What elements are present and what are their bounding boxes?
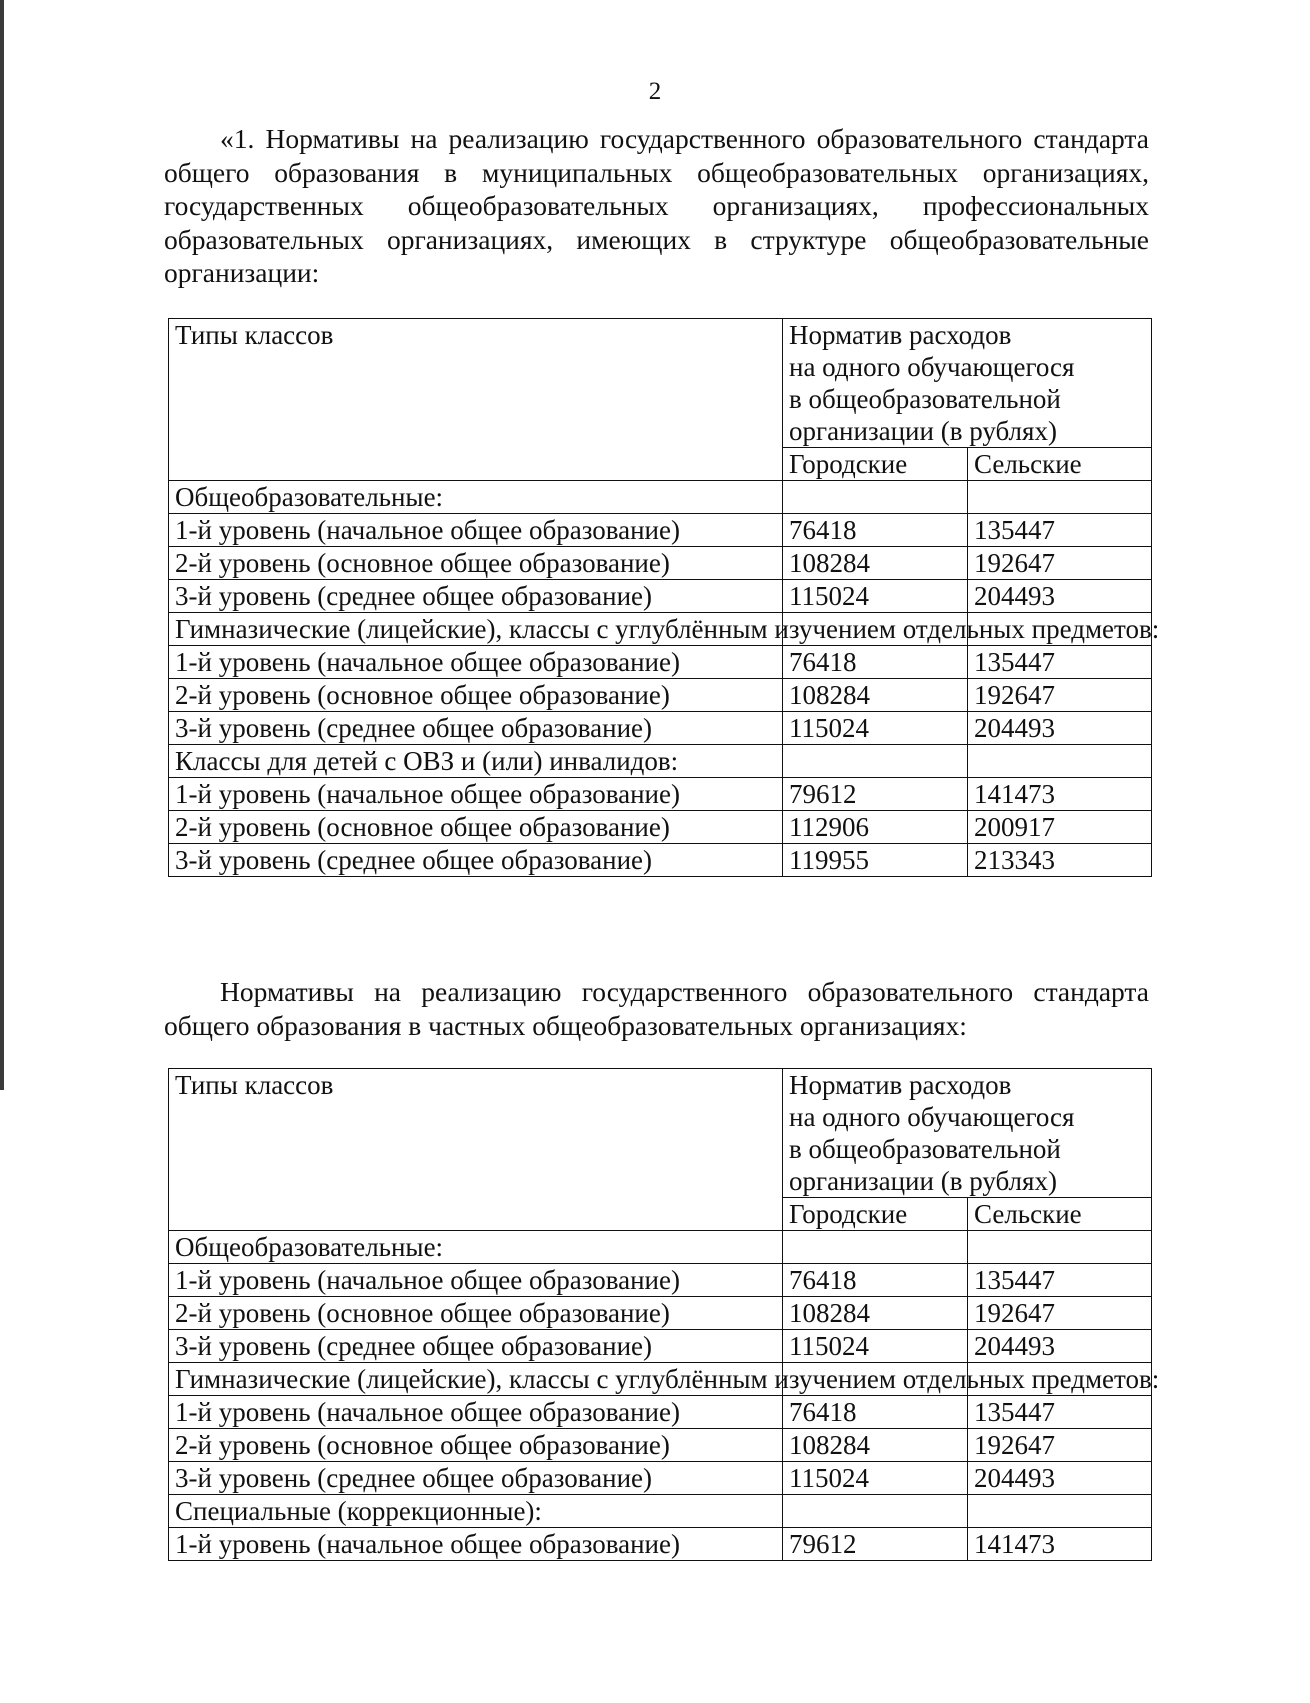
row-rural-value: 204493 xyxy=(968,1462,1152,1495)
row-city-value: 108284 xyxy=(783,1429,968,1462)
row-city-value: 108284 xyxy=(783,679,968,712)
table-row xyxy=(169,1396,1152,1429)
row-rural-value: 141473 xyxy=(968,1528,1152,1561)
header-norm-line: на одного обучающегося xyxy=(789,1102,1075,1132)
table-row xyxy=(169,646,1152,679)
header-norm-line: в общеобразовательной xyxy=(789,1134,1061,1164)
row-rural-value: 135447 xyxy=(968,646,1152,679)
row-city-value: 115024 xyxy=(783,580,968,613)
table-row xyxy=(169,811,1152,844)
row-label: 3-й уровень (среднее общее образование) xyxy=(169,1330,783,1363)
row-city-value: 112906 xyxy=(783,811,968,844)
header-norm-line: организации (в рублях) xyxy=(789,1166,1057,1196)
row-rural-value: 192647 xyxy=(968,547,1152,580)
row-label: 2-й уровень (основное общее образование) xyxy=(169,547,783,580)
table-row xyxy=(169,1495,1152,1528)
row-rural-value: 135447 xyxy=(968,1396,1152,1429)
table-row xyxy=(169,1363,1152,1396)
intro-paragraph: «1. Нормативы на реализацию государственного образовательного стандарта общего образования в муниципальных общеобразовательных организациях, государственных общеобразовательных организациях, профессиональных образовательных организациях, имеющих в структуре общеобразовательные организации: xyxy=(164,123,1149,288)
row-label: 3-й уровень (среднее общее образование) xyxy=(169,580,783,613)
row-label: 2-й уровень (основное общее образование) xyxy=(169,1297,783,1330)
row-rural-value: 192647 xyxy=(968,1297,1152,1330)
row-label: Общеобразовательные: xyxy=(169,481,783,514)
table-row xyxy=(169,844,1152,877)
row-label: 3-й уровень (среднее общее образование) xyxy=(169,712,783,745)
header-city: Городские xyxy=(783,1198,968,1231)
row-label: 1-й уровень (начальное общее образование) xyxy=(169,1528,783,1561)
table-row xyxy=(169,547,1152,580)
row-city-value xyxy=(783,745,968,778)
table-row xyxy=(169,481,1152,514)
norms-table-private xyxy=(168,1068,1160,1561)
header-city: Городские xyxy=(783,448,968,481)
row-city-value xyxy=(783,481,968,514)
row-city-value: 115024 xyxy=(783,1330,968,1363)
left-margin-rule xyxy=(0,0,4,1090)
row-label: 1-й уровень (начальное общее образование) xyxy=(169,646,783,679)
second-paragraph: Нормативы на реализацию государственного образовательного стандарта общего образования в частных общеобразовательных организациях: xyxy=(164,976,1149,1041)
header-class-types: Типы классов xyxy=(169,319,783,481)
table-row xyxy=(169,745,1152,778)
row-city-value: 79612 xyxy=(783,1528,968,1561)
header-rural: Сельские xyxy=(968,1198,1152,1231)
row-city-value: 115024 xyxy=(783,712,968,745)
row-label: Гимназические (лицейские), классы с углублённым изучением отдельных предметов: xyxy=(169,613,783,646)
header-norm-line: Норматив расходов xyxy=(789,320,1012,350)
header-norm-line: в общеобразовательной xyxy=(789,384,1061,414)
row-city-value: 76418 xyxy=(783,1264,968,1297)
table-row xyxy=(169,1330,1152,1363)
table-row xyxy=(169,613,1152,646)
row-rural-value: 135447 xyxy=(968,514,1152,547)
table-row xyxy=(169,1297,1152,1330)
table-row xyxy=(169,1231,1152,1264)
row-city-value: 119955 xyxy=(783,844,968,877)
row-rural-value: 192647 xyxy=(968,679,1152,712)
row-rural-value: 204493 xyxy=(968,1330,1152,1363)
row-city-value: 108284 xyxy=(783,1297,968,1330)
row-city-value: 79612 xyxy=(783,778,968,811)
table-row xyxy=(169,1462,1152,1495)
table-row xyxy=(169,1528,1152,1561)
row-rural-value xyxy=(968,1231,1152,1264)
table-row xyxy=(169,580,1152,613)
row-label: 2-й уровень (основное общее образование) xyxy=(169,1429,783,1462)
row-city-value: 115024 xyxy=(783,1462,968,1495)
header-rural: Сельские xyxy=(968,448,1152,481)
row-rural-value: 213343 xyxy=(968,844,1152,877)
row-rural-value xyxy=(968,1495,1152,1528)
table-row xyxy=(169,679,1152,712)
row-label: 1-й уровень (начальное общее образование) xyxy=(169,778,783,811)
row-rural-value: 141473 xyxy=(968,778,1152,811)
norms-table-municipal xyxy=(168,318,1160,877)
row-label: 3-й уровень (среднее общее образование) xyxy=(169,844,783,877)
header-norm-line: организации (в рублях) xyxy=(789,416,1057,446)
table-row xyxy=(169,1264,1152,1297)
row-label: Общеобразовательные: xyxy=(169,1231,783,1264)
row-label: 2-й уровень (основное общее образование) xyxy=(169,811,783,844)
row-label: 1-й уровень (начальное общее образование) xyxy=(169,1396,783,1429)
row-city-value: 76418 xyxy=(783,514,968,547)
row-label: 1-й уровень (начальное общее образование) xyxy=(169,514,783,547)
header-norm-line: на одного обучающегося xyxy=(789,352,1075,382)
row-label: 2-й уровень (основное общее образование) xyxy=(169,679,783,712)
header-norm-line: Норматив расходов xyxy=(789,1070,1012,1100)
row-rural-value: 135447 xyxy=(968,1264,1152,1297)
table-row xyxy=(169,514,1152,547)
table-row xyxy=(169,712,1152,745)
row-rural-value xyxy=(968,481,1152,514)
row-city-value xyxy=(783,1231,968,1264)
row-rural-value: 200917 xyxy=(968,811,1152,844)
page-number: 2 xyxy=(648,78,662,105)
row-city-value: 76418 xyxy=(783,1396,968,1429)
header-class-types: Типы классов xyxy=(169,1069,783,1231)
row-label: 3-й уровень (среднее общее образование) xyxy=(169,1462,783,1495)
header-norm xyxy=(783,1069,1152,1198)
row-rural-value: 204493 xyxy=(968,712,1152,745)
table-row xyxy=(169,778,1152,811)
row-label: Классы для детей с ОВЗ и (или) инвалидов: xyxy=(169,745,783,778)
row-label: Специальные (коррекционные): xyxy=(169,1495,783,1528)
table-row xyxy=(169,1429,1152,1462)
header-norm xyxy=(783,319,1152,448)
row-rural-value xyxy=(968,745,1152,778)
row-label: Гимназические (лицейские), классы с углублённым изучением отдельных предметов: xyxy=(169,1363,783,1396)
row-city-value xyxy=(783,1495,968,1528)
row-city-value: 108284 xyxy=(783,547,968,580)
row-rural-value: 204493 xyxy=(968,580,1152,613)
row-rural-value: 192647 xyxy=(968,1429,1152,1462)
row-city-value: 76418 xyxy=(783,646,968,679)
row-label: 1-й уровень (начальное общее образование) xyxy=(169,1264,783,1297)
